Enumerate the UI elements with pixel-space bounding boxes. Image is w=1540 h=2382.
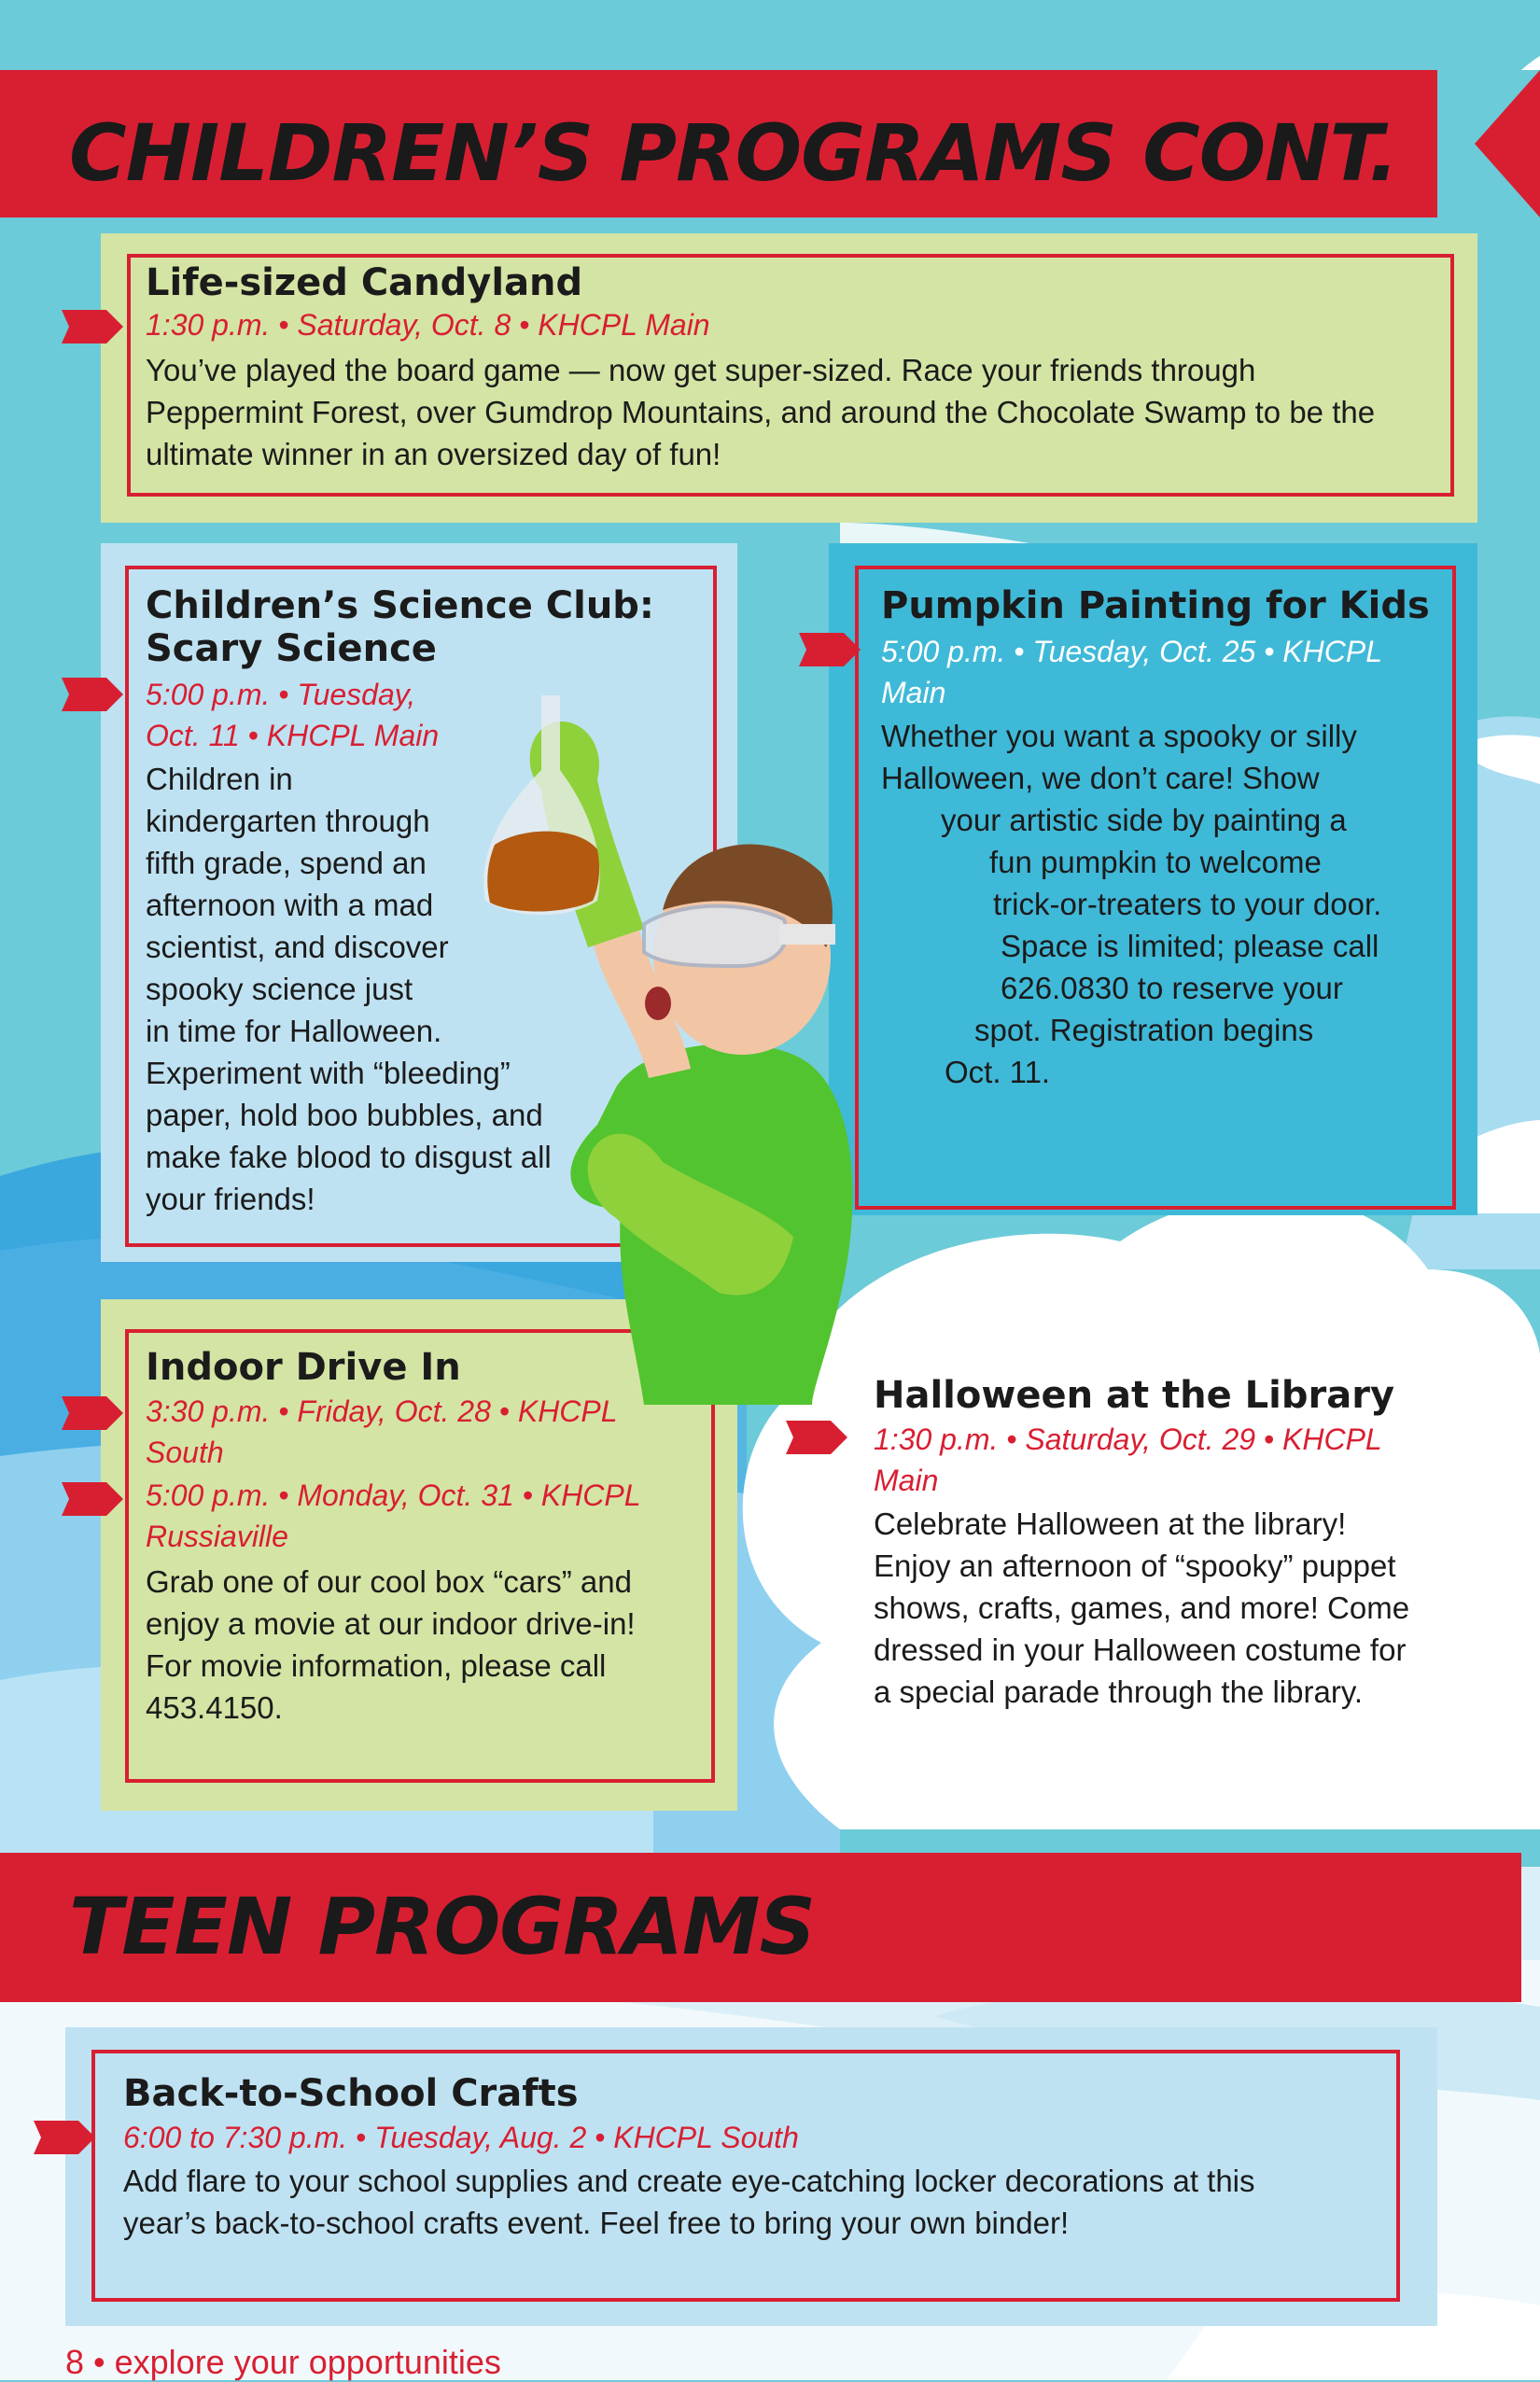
candyland-title: Life-sized Candyland (146, 261, 583, 304)
pumpkin-painting-when: 5:00 p.m. • Tuesday, Oct. 25 • KHCPL Main (881, 635, 1382, 709)
pumpkin-painting-description: Whether you want a spooky or silly Halloween, we don’t care! Show your artistic side by painting a fun pumpkin to welcome trick-or-treaters to your door. Space is limited; please call 626.0830 to reserve your spot. Registration begins Oct. 11. (881, 719, 1382, 1089)
science-club-title: Children’s Science Club: Scary Science (146, 584, 654, 670)
arrow-marker-icon (799, 633, 861, 666)
arrow-marker-icon (786, 1421, 847, 1454)
pumpkin-painting-title: Pumpkin Painting for Kids (881, 584, 1430, 627)
drive-in-title: Indoor Drive In (146, 1346, 461, 1389)
page-footer: 8 • explore your opportunities (65, 2343, 501, 2381)
candyland-when: 1:30 p.m. • Saturday, Oct. 8 • KHCPL Main (146, 308, 710, 342)
banner-title-teen: TEEN PROGRAMS (69, 1881, 815, 1972)
halloween-description: Celebrate Halloween at the library! Enjoy an afternoon of “spooky” puppet shows, crafts, games, and more! Come dressed in your Halloween costume for a special parade through the library. (874, 1506, 1410, 1709)
halloween-when: 1:30 p.m. • Saturday, Oct. 29 • KHCPL Main (874, 1422, 1382, 1497)
arrow-marker-icon (62, 1482, 123, 1516)
banner-notch (1475, 1853, 1540, 2002)
drive-in-description: Grab one of our cool box “cars” and enjoy a movie at our indoor drive-in! For movie information, please call 453.4150. (146, 1564, 636, 1725)
crafts-title: Back-to-School Crafts (123, 2072, 579, 2115)
kid-scientist-illustration (457, 686, 943, 1405)
drive-in-when-south: 3:30 p.m. • Friday, Oct. 28 • KHCPL South (146, 1394, 618, 1469)
arrow-marker-icon (34, 2121, 95, 2154)
arrow-marker-icon (62, 678, 123, 711)
arrow-marker-icon (62, 1396, 123, 1430)
candyland-description: You’ve played the board game — now get super-sized. Race your friends through Peppermint Forest, over Gumdrop Mountains, and around the Chocolate Swamp to be the ultimate winner in an oversized day of fun! (146, 353, 1376, 471)
science-club-when: 5:00 p.m. • Tuesday, Oct. 11 • KHCPL Main (146, 678, 440, 752)
science-club-description: Children in kindergarten through fifth grade, spend an afternoon with a mad scientist, and discover spooky science just in time for Halloween. Experiment with “bleeding” paper, hold boo bubbles, and make fake blood to disgust all your friends! (146, 762, 552, 1216)
drive-in-when-russiaville: 5:00 p.m. • Monday, Oct. 31 • KHCPL Russiaville (146, 1478, 641, 1553)
banner-title-children: CHILDREN’S PROGRAMS CONT. (69, 107, 1398, 199)
halloween-title: Halloween at the Library (874, 1374, 1395, 1417)
banner-notch (1437, 70, 1540, 217)
arrow-marker-icon (62, 310, 123, 343)
crafts-when: 6:00 to 7:30 p.m. • Tuesday, Aug. 2 • KHCPL South (123, 2121, 799, 2154)
crafts-description: Add flare to your school supplies and create eye-catching locker decorations at this year’s back-to-school crafts event. Feel free to bring your own binder! (123, 2164, 1255, 2240)
